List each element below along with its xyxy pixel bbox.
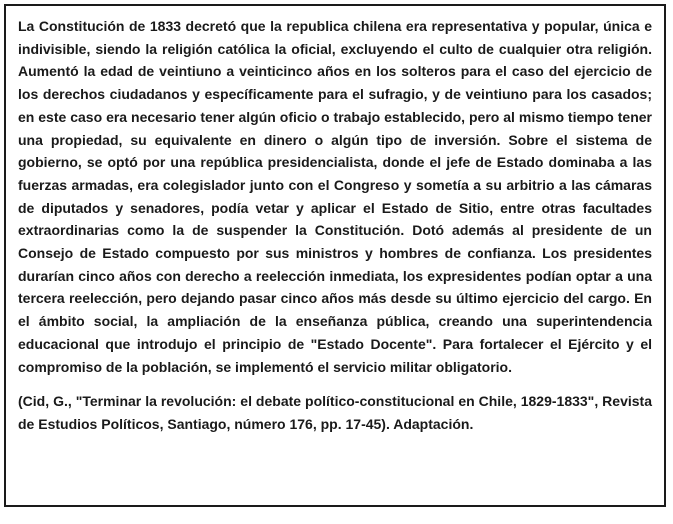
- citation: (Cid, G., "Terminar la revolución: el debate político-constitucional en Chile, 1829-1833", Revista de Estudios Políticos, Santiago, número 176, pp. 17-45). Adaptación.: [18, 393, 652, 432]
- main-paragraph: La Constitución de 1833 decretó que la republica chilena era representativa y popular, única e indivisible, siendo la religión católica la oficial, excluyendo el culto de cualquier otra religión. Aumentó la edad de veintiuno a veinticinco años en los solteros para el caso del ejercicio de los derechos ciudadanos y específicamente para el sufragio, y de veintiuno para los casados; en este caso era necesario tener algún oficio o trabajo establecido, pero al mismo tiempo tener una propiedad, su equivalente en dinero o algún tipo de inversión. Sobre el sistema de gobierno, se optó por una república presidencialista, donde el jefe de Estado dominaba a las fuerzas armadas, era colegislador junto con el Congreso y sometía a su arbitrio a las cámaras de diputados y senadores, podía vetar y aplicar el Estado de Sitio, entre otras facultades extraordinarias como la de suspender la Constitución. Dotó además al presidente de un Consejo de Estado compuesto por sus ministros y hombres de confianza. Los presidentes durarían cinco años con derecho a reelección inmediata, los expresidentes podían optar a una tercera reelección, pero dejando pasar cinco años más desde su último ejercicio del cargo. En el ámbito social, la ampliación de la enseñanza pública, creando una superintendencia educacional que introdujo el principio de "Estado Docente". Para fortalecer el Ejército y el compromiso de la población, se implementó el servicio militar obligatorio.: [18, 18, 652, 375]
- text-box: [4, 4, 666, 507]
